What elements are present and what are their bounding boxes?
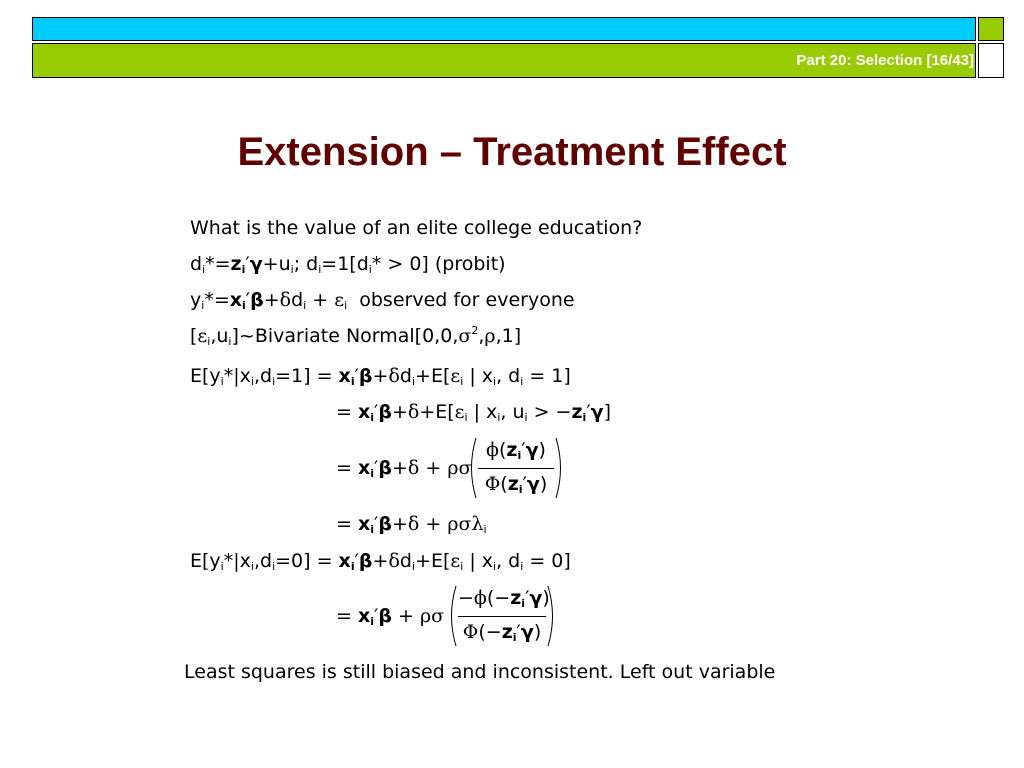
- slide-number: Part 20: Selection [16/43]: [796, 52, 974, 69]
- fraction-numerator: $\phi(z_i'\gamma)$: [486, 439, 546, 462]
- outcome-equation: $y_i*=x_i'\beta+\delta d_i + \varepsilon_i$ observed for everyone: [190, 289, 575, 312]
- fraction-denominator-d0: $\Phi(-z_i'\gamma)$: [462, 621, 542, 644]
- header-green-square: [978, 17, 1004, 41]
- fraction-denominator: $\Phi(z_i'\gamma)$: [484, 473, 548, 496]
- observed-note: observed for everyone: [359, 289, 575, 311]
- probit-note: (probit): [434, 253, 506, 275]
- expectation-d1-step4: = $x_i'\beta+\delta + \rho\sigma\lambda_i$: [336, 513, 487, 536]
- fraction-numerator-d0: $-\phi(-z_i'\gamma)$: [458, 587, 550, 610]
- bivariate-line: $[\varepsilon_i,u_i]\sim Bivariate$ $Normal[0,0,\sigma^2,\rho,1]$: [190, 324, 522, 348]
- mills-ratio-fraction: [478, 438, 554, 498]
- header-cyan-bar: [32, 17, 976, 41]
- fraction-line-d0: [458, 616, 546, 617]
- selection-equation: $d_i*=z_i'\gamma+u_i$; $d_i=1[d_i* > 0]$ (probit): [190, 253, 506, 276]
- mills-ratio-fraction-d0: [458, 586, 550, 646]
- expectation-d1-step3: = $x_i'\beta+\delta + \rho\sigma$: [336, 457, 472, 480]
- header-white-square: [978, 43, 1004, 78]
- question-line: What is the value of an elite college education?: [190, 217, 643, 239]
- fraction-line: [478, 468, 554, 469]
- conclusion-line: Least squares is still biased and inconsistent. Left out variable: [184, 661, 776, 683]
- expectation-d0: $E[y_i*|x_i,d_i=0] = x_i'\beta+\delta d_i+E[\varepsilon_i$ | $x_i$, $d_i = 0$]: [190, 550, 571, 573]
- expectation-d1: $E[y_i*|x_i,d_i=1] = x_i'\beta+\delta d_i+E[\varepsilon_i$ | $x_i$, $d_i = 1$]: [190, 365, 571, 388]
- expectation-d1-step2: = $x_i'\beta+\delta+E[\varepsilon_i$ | $x_i$, $u_i > -z_i'\gamma$]: [336, 401, 612, 424]
- slide-title: Extension – Treatment Effect: [237, 130, 787, 174]
- bivariate-text: ~Bivariate Normal[0,0,: [238, 325, 459, 347]
- expectation-d0-step2: = $x_i'\beta + \rho\sigma$: [336, 605, 445, 628]
